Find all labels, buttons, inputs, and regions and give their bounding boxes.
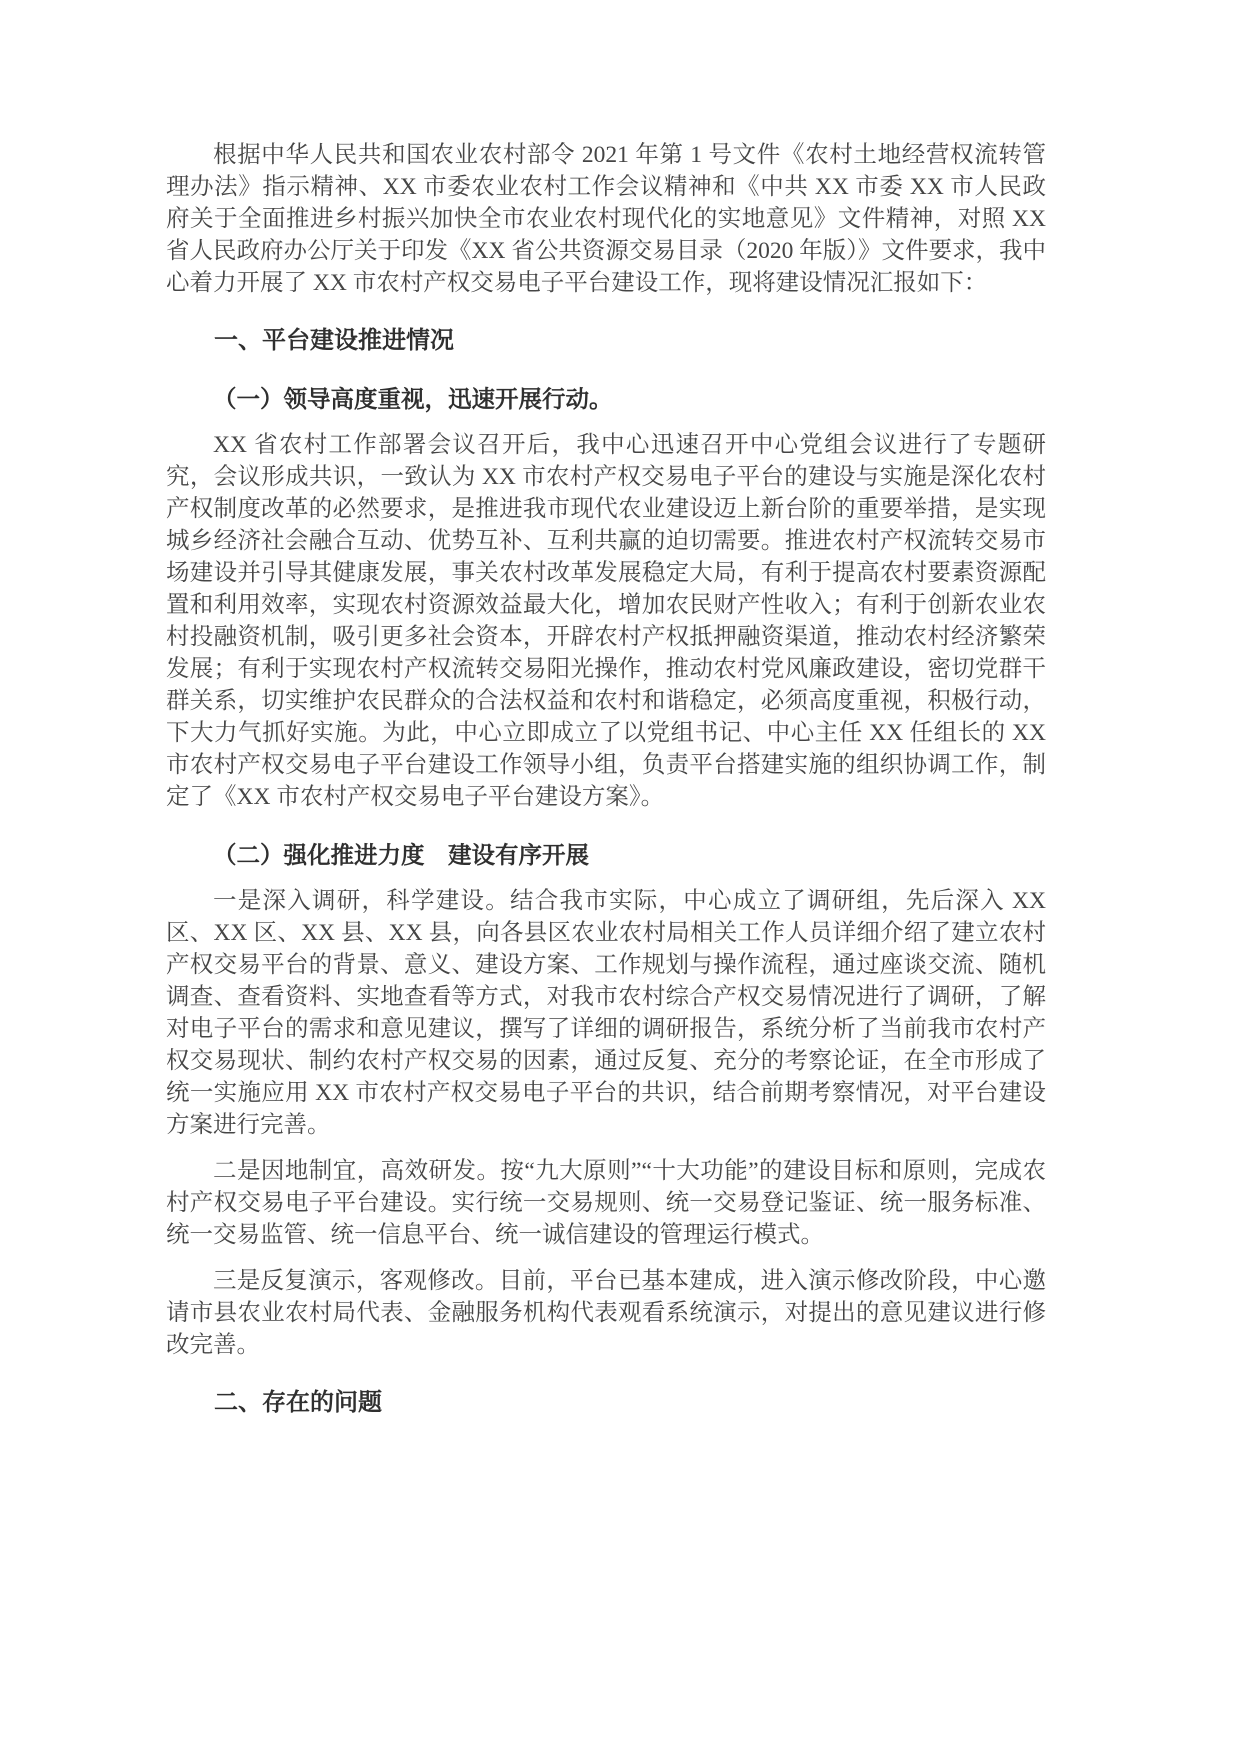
subsection-heading-orderly-construction: （二）强化推进力度 建设有序开展 xyxy=(213,842,589,868)
document-content xyxy=(166,139,1046,1433)
paragraph-second-development: 二是因地制宜，高效研发。按“九大原则”“十大功能”的建设目标和原则，完成农村产权交易电子平台建设。实行统一交易规则、统一交易登记鉴证、统一服务标准、统一交易监管、统一信息平台、统一诚信建设的管理运行模式。 xyxy=(166,1158,1046,1248)
intro-paragraph: 根据中华人民共和国农业农村部令 2021 年第 1 号文件《农村土地经营权流转管理办法》指示精神、XX 市委农业农村工作会议精神和《中共 XX 市委 XX 市人民政府关于全面推进乡村振兴加快全市农业农村现代化的实地意见》文件精神，对照 XX 省人民政府办公厅关于印发《XX 省公共资源交易目录（2020 年版）》文件要求，我中心着力开展了 XX 市农村产权交易电子平台建设工作，现将建设情况汇报如下： xyxy=(166,142,1046,296)
paragraph-leadership-action: XX 省农村工作部署会议召开后，我中心迅速召开中心党组会议进行了专题研究，会议形成共识，一致认为 XX 市农村产权交易电子平台的建设与实施是深化农村产权制度改革的必然要求，是推进我市现代农业建设迈上新台阶的重要举措，是实现城乡经济社会融合互动、优势互补、互利共赢的迫切需要。推进农村产权流转交易市场建设并引导其健康发展，事关农村改革发展稳定大局，有利于提高农村要素资源配置和利用效率，实现农村资源效益最大化，增加农民财产性收入；有利于创新农业农村投融资机制，吸引更多社会资本，开辟农村产权抵押融资渠道，推动农村经济繁荣发展；有利于实现农村产权流转交易阳光操作，推动农村党风廉政建设，密切党群干群关系，切实维护农民群众的合法权益和农村和谐稳定，必须高度重视，积极行动，下大力气抓好实施。为此，中心立即成立了以党组书记、中心主任 XX 任组长的 XX 市农村产权交易电子平台建设工作领导小组，负责平台搭建实施的组织协调工作，制定了《XX 市农村产权交易电子平台建设方案》。 xyxy=(166,432,1046,810)
section-heading-platform-progress: 一、平台建设推进情况 xyxy=(214,327,454,354)
paragraph-first-research: 一是深入调研，科学建设。结合我市实际，中心成立了调研组，先后深入 XX 区、XX 区、XX 县、XX 县，向各县区农业农村局相关工作人员详细介绍了建立农村产权交易平台的背景、意义、建设方案、工作规划与操作流程，通过座谈交流、随机调查、查看资料、实地查看等方式，对我市农村综合产权交易情况进行了调研，了解对电子平台的需求和意见建议，撰写了详细的调研报告，系统分析了当前我市农村产权交易现状、制约农村产权交易的因素，通过反复、充分的考察论证，在全市形成了统一实施应用 XX 市农村产权交易电子平台的共识，结合前期考察情况，对平台建设方案进行完善。 xyxy=(166,888,1046,1138)
subsection-heading-leadership: （一）领导高度重视，迅速开展行动。 xyxy=(213,386,613,412)
paragraph-third-demonstration: 三是反复演示，客观修改。目前，平台已基本建成，进入演示修改阶段，中心邀请市县农业农村局代表、金融服务机构代表观看系统演示，对提出的意见建议进行修改完善。 xyxy=(166,1268,1046,1358)
section-heading-existing-problems: 二、存在的问题 xyxy=(214,1389,382,1416)
